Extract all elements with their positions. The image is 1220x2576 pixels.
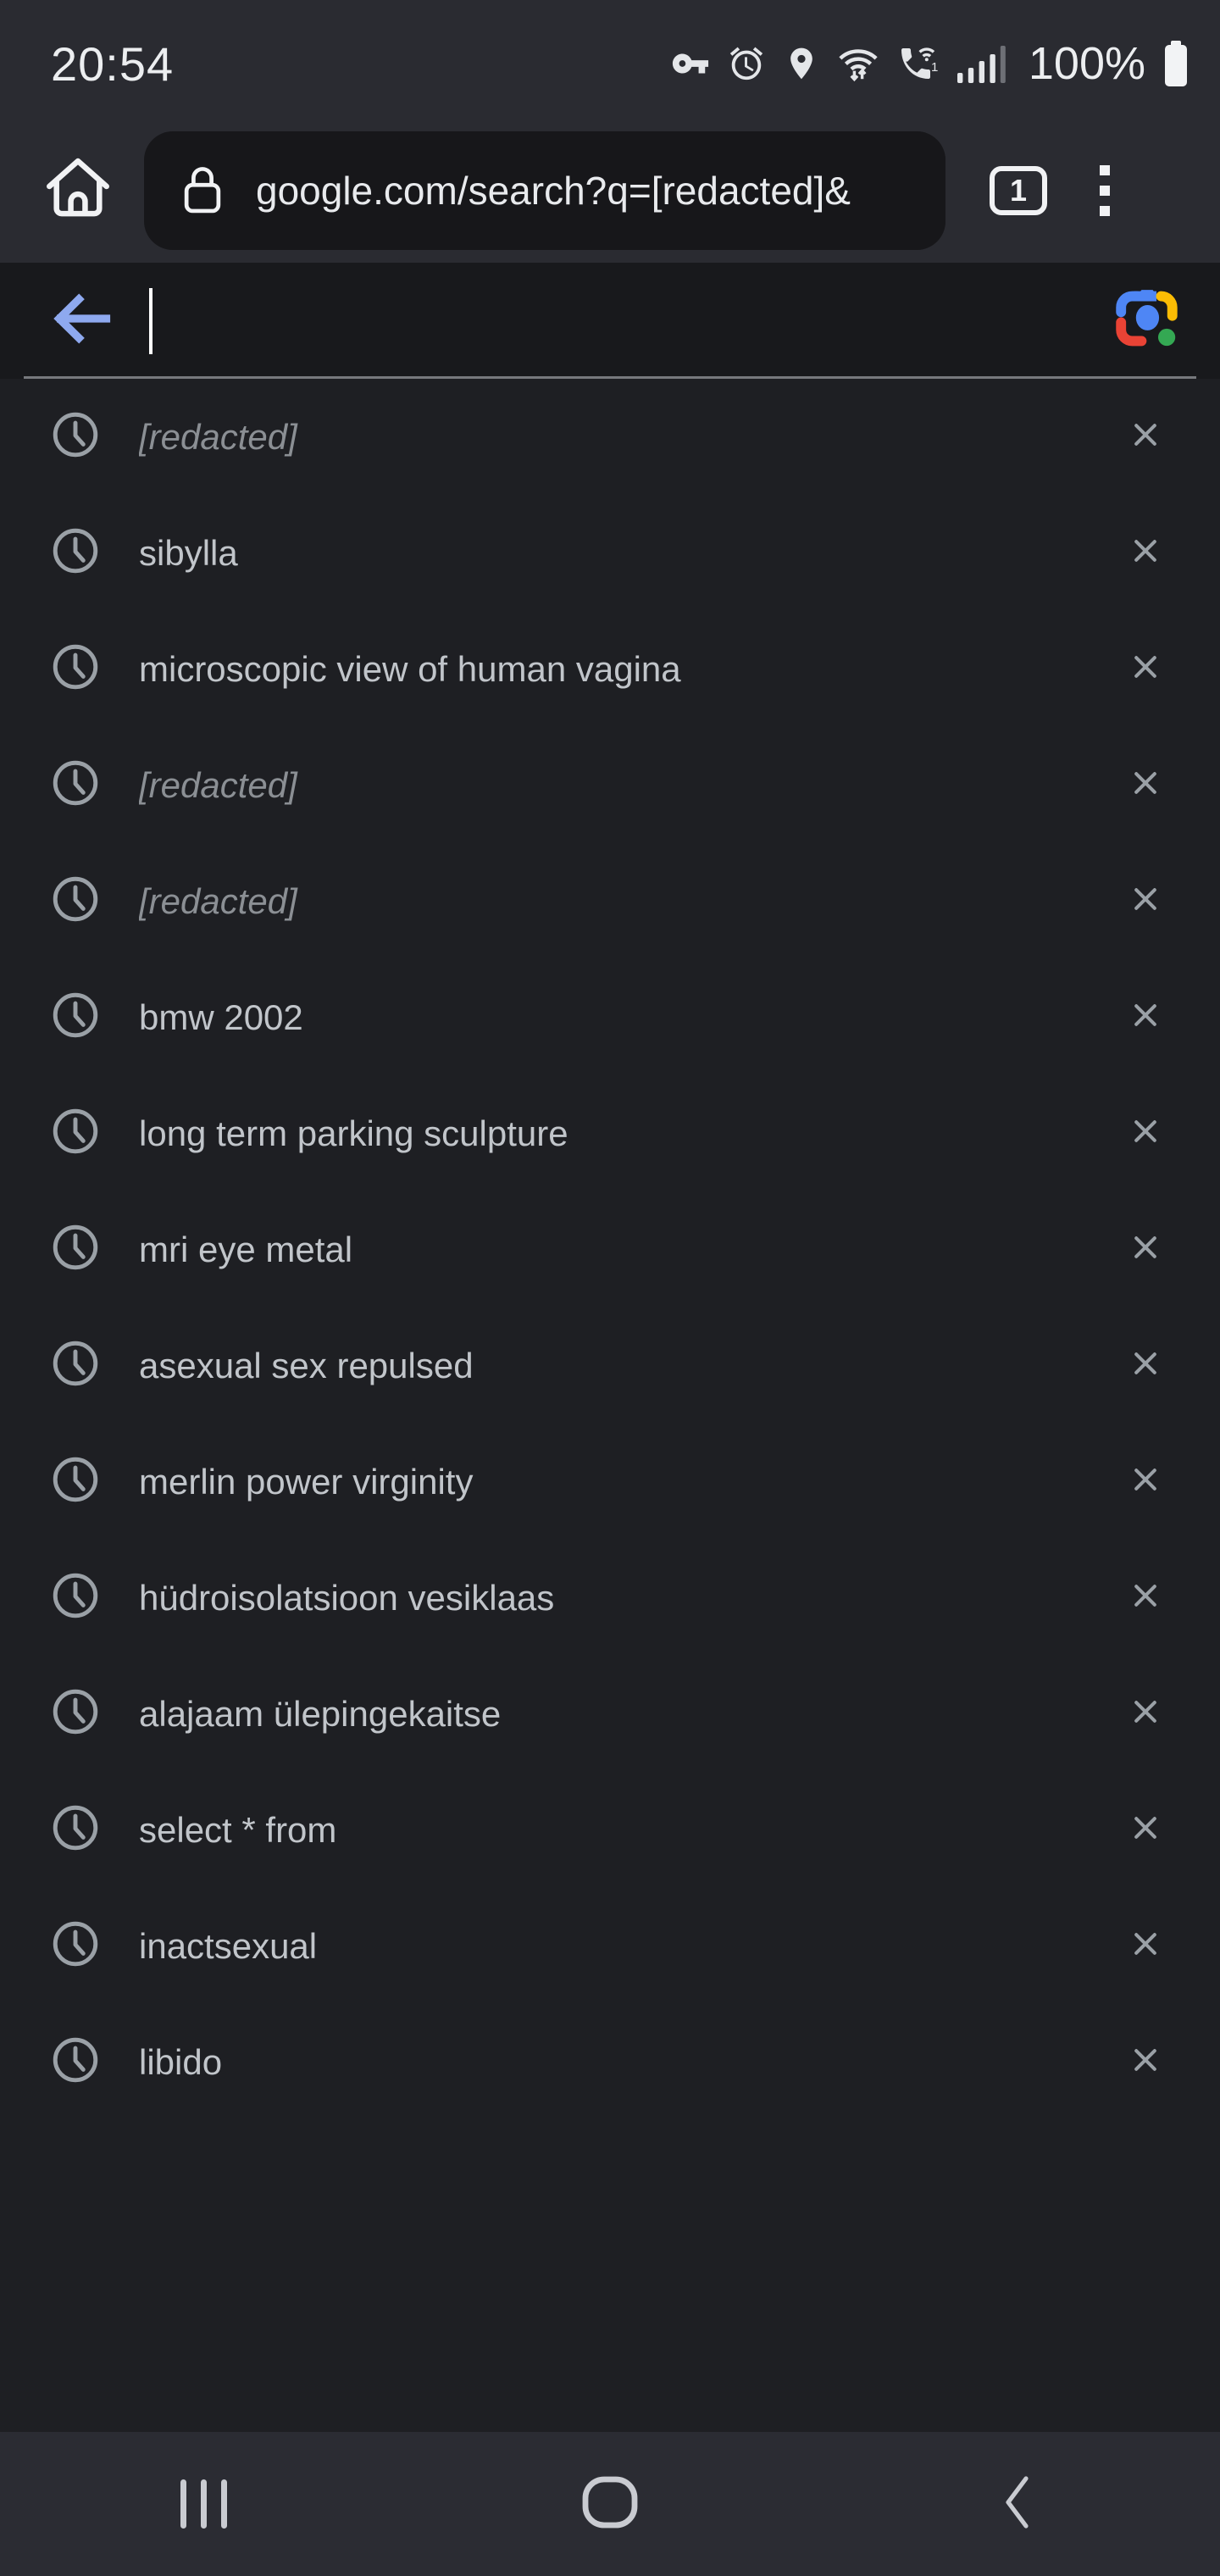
history-clock-icon [49,1569,102,1626]
browser-toolbar [0,127,1220,263]
suggestion-text: select * from [139,1809,337,1850]
suggestion-text: merlin power virginity [139,1461,474,1502]
suggestion-text: bmw 2002 [139,997,303,1037]
suggestion-text: [redacted] [139,416,297,457]
suggestion-row[interactable] [0,1540,1220,1656]
remove-suggestion-icon[interactable] [1125,2040,1166,2085]
suggestion-text: inactsexual [139,1925,318,1966]
suggestion-row[interactable] [0,1772,1220,1888]
history-clock-icon [49,989,102,1046]
home-button[interactable] [39,150,117,232]
remove-suggestion-icon[interactable] [1125,1459,1166,1504]
remove-suggestion-icon[interactable] [1125,1807,1166,1852]
wifi-calling-sim1-icon [896,43,940,84]
suggestion-row[interactable] [0,379,1220,495]
remove-suggestion-icon[interactable] [1125,1343,1166,1388]
status-icons [671,37,1190,90]
suggestion-row[interactable] [0,611,1220,727]
history-clock-icon [49,641,102,697]
suggestion-row[interactable] [0,843,1220,959]
history-clock-icon [49,2034,102,2090]
back-chevron-icon [1000,2474,1034,2534]
history-clock-icon [49,1685,102,1742]
suggestion-text: microscopic view of human vagina [139,648,681,689]
empty-area [0,2120,1220,2432]
suggestion-text: sibylla [139,532,238,573]
google-lens-icon[interactable] [1110,281,1184,360]
remove-suggestion-icon[interactable] [1125,647,1166,691]
remove-suggestion-icon[interactable] [1125,1575,1166,1620]
tab-switcher-button[interactable] [990,166,1047,215]
remove-suggestion-icon[interactable] [1125,995,1166,1040]
suggestion-text: mri eye metal [139,1229,353,1269]
wifi-arrows-icon [837,44,879,83]
remove-suggestion-icon[interactable] [1125,414,1166,459]
history-clock-icon [49,1337,102,1394]
history-clock-icon [49,1453,102,1510]
back-arrow-icon[interactable] [44,282,117,359]
text-caret [149,288,152,354]
history-clock-icon [49,1802,102,1858]
suggestion-row[interactable] [0,727,1220,843]
suggestion-row[interactable] [0,959,1220,1075]
home-gesture-button[interactable] [407,2476,813,2533]
remove-suggestion-icon[interactable] [1125,1111,1166,1156]
remove-suggestion-icon[interactable] [1125,763,1166,808]
search-edit-row[interactable] [0,263,1220,379]
suggestion-row[interactable] [0,1075,1220,1191]
remove-suggestion-icon[interactable] [1125,530,1166,575]
history-clock-icon [49,525,102,581]
suggestion-text: alajaam ülepingekaitse [139,1693,502,1734]
tab-count: 1 [1009,173,1028,208]
suggestion-list [0,379,1220,2120]
history-clock-icon [49,1918,102,1974]
svg-text:1: 1 [930,60,939,75]
location-icon [783,45,820,82]
suggestion-text: hüdroisolatsioon vesiklaas [139,1577,555,1618]
suggestion-text: libido [139,2041,223,2082]
url-bar[interactable] [144,131,946,250]
battery-percent: 100% [1028,38,1145,89]
history-clock-icon [49,757,102,813]
home-gesture-icon [582,2476,638,2533]
signal-bars-icon [957,42,1006,85]
suggestion-row[interactable] [0,1656,1220,1772]
suggestion-row[interactable] [0,1424,1220,1540]
suggestion-text: long term parking sculpture [139,1113,568,1153]
recents-button[interactable] [0,2479,407,2529]
battery-icon [1162,40,1190,87]
navigation-bar [0,2432,1220,2576]
history-clock-icon [49,1105,102,1162]
overflow-menu-icon[interactable] [1095,160,1115,221]
clock-time: 20:54 [51,36,175,91]
history-clock-icon [49,408,102,465]
suggestion-row[interactable] [0,1307,1220,1424]
alarm-icon [727,44,766,83]
suggestion-row[interactable] [0,495,1220,611]
divider [24,376,1196,379]
history-clock-icon [49,1221,102,1278]
top-surface [0,0,1220,263]
recents-icon [180,2479,227,2529]
history-clock-icon [49,873,102,930]
remove-suggestion-icon[interactable] [1125,1227,1166,1272]
status-bar [0,0,1220,127]
suggestion-row[interactable] [0,2004,1220,2120]
suggestion-text: [redacted] [139,880,297,921]
url-text: google.com/search?q=[redacted]& [256,169,851,213]
remove-suggestion-icon[interactable] [1125,1924,1166,1968]
suggestion-text: [redacted] [139,764,297,805]
suggestion-row[interactable] [0,1191,1220,1307]
remove-suggestion-icon[interactable] [1125,1691,1166,1736]
suggestion-text: asexual sex repulsed [139,1345,474,1385]
back-button[interactable] [813,2474,1220,2534]
vpn-key-icon [671,44,710,83]
lock-icon [178,161,227,221]
remove-suggestion-icon[interactable] [1125,879,1166,924]
suggestion-row[interactable] [0,1888,1220,2004]
